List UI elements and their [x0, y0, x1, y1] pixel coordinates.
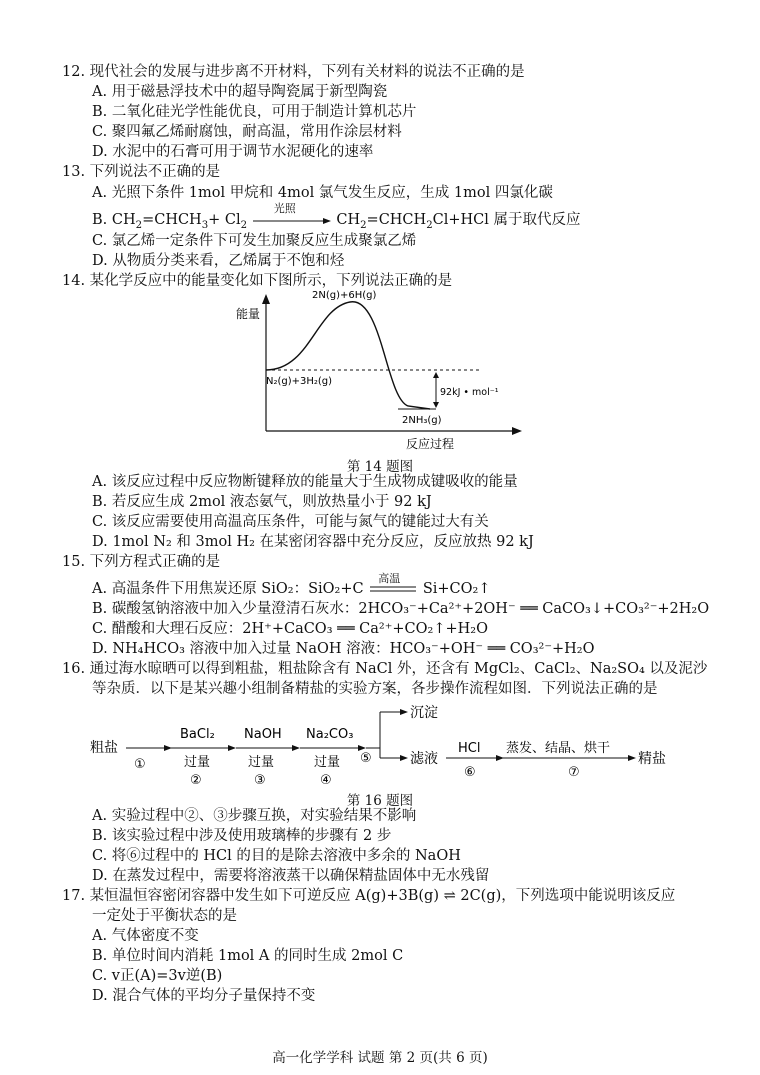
flow-start: 粗盐: [90, 740, 118, 756]
step-3: ③: [254, 773, 266, 784]
q14-option-c: C. 该反应需要使用高温高压条件，可能与氮气的键能过大有关: [92, 514, 489, 530]
x-axis-label: 反应过程: [406, 437, 455, 451]
q12-option-a: A. 用于磁悬浮技术中的超导陶瓷属于新型陶瓷: [92, 84, 388, 100]
q12-option-d: D. 水泥中的石膏可用于调节水泥硬化的速率: [92, 144, 374, 160]
reagent-naoh: NaOH: [244, 727, 282, 742]
flow-chart: [84, 700, 704, 784]
q13-stem: 13. 下列说法不正确的是: [62, 164, 221, 180]
q12-stem: 12. 现代社会的发展与进步离不开材料，下列有关材料的说法不正确的是: [62, 64, 525, 80]
q17-option-b: B. 单位时间内消耗 1mol A 的同时生成 2mol C: [92, 948, 404, 964]
q14-option-b: B. 若反应生成 2mol 液态氨气，则放热量小于 92 kJ: [92, 494, 432, 510]
evaporate-step: 蒸发、结晶、烘干: [506, 741, 611, 756]
light-arrow: 光照: [252, 213, 332, 227]
product-label: 2NH₃(g): [402, 415, 442, 426]
energy-diagram: [230, 288, 530, 452]
step-5: ⑤: [360, 751, 372, 766]
q12-option-b: B. 二氧化硅光学性能优良，可用于制造计算机芯片: [92, 104, 417, 120]
q17-stem-line2: 一定处于平衡状态的是: [92, 908, 237, 924]
q14-option-d: D. 1mol N₂ 和 3mol H₂ 在某密闭容器中充分反应，反应放热 92 kJ: [92, 534, 534, 550]
step-2: ②: [190, 773, 202, 784]
high-temp-condition: 高温: [378, 572, 401, 585]
q15-option-a: A. 高温条件下用焦炭还原 SiO₂：SiO₂+C 高温 Si+CO₂↑: [92, 572, 491, 597]
delta-h-label: 92kJ • mol⁻¹: [440, 387, 499, 398]
step-1: ①: [134, 757, 146, 772]
reactant-label: N₂(g)+3H₂(g): [266, 376, 333, 387]
page-footer: 高一化学学科 试题 第 2 页(共 6 页): [272, 1050, 488, 1066]
q16-option-d: D. 在蒸发过程中，需要将溶液蒸干以确保精盐固体中无水残留: [92, 868, 490, 884]
q15-stem: 15. 下列方程式正确的是: [62, 554, 221, 570]
q12-option-c: C. 聚四氟乙烯耐腐蚀，耐高温，常用作涂层材料: [92, 124, 402, 140]
step-4: ④: [320, 773, 332, 784]
precipitate: 沉淀: [410, 705, 438, 721]
q13-option-d: D. 从物质分类来看，乙烯属于不饱和烃: [92, 253, 345, 269]
step-7: ⑦: [568, 765, 580, 780]
reagent-bacl2: BaCl₂: [180, 727, 215, 742]
flow-end: 精盐: [638, 751, 666, 767]
q16-option-a: A. 实验过程中②、③步骤互换，对实验结果不影响: [92, 808, 417, 824]
excess-2: 过量: [184, 755, 211, 770]
q16-stem-line2: 等杂质．以下是某兴趣小组制备精盐的实验方案，各步操作流程如图．下列说法正确的是: [92, 681, 658, 697]
q15-option-b: B. 碳酸氢钠溶液中加入少量澄清石灰水：2HCO₃⁻+Ca²⁺+2OH⁻ ══ CaCO₃↓+CO₃²⁻+2H₂O: [92, 601, 710, 617]
q13-option-c: C. 氯乙烯一定条件下可发生加聚反应生成聚氯乙烯: [92, 233, 417, 249]
q17-option-c: C. v正(A)=3v逆(B): [92, 968, 223, 984]
q14-option-a: A. 该反应过程中反应物断键释放的能量大于生成物成键吸收的能量: [92, 474, 518, 490]
top-label: 2N(g)+6H(g): [312, 290, 377, 301]
q15-option-d: D. NH₄HCO₃ 溶液中加入过量 NaOH 溶液：HCO₃⁻+OH⁻ ══ CO₃²⁻+H₂O: [92, 641, 595, 657]
step-6: ⑥: [464, 765, 476, 780]
reagent-hcl: HCl: [458, 741, 481, 756]
q17-option-d: D. 混合气体的平均分子量保持不变: [92, 988, 316, 1004]
filtrate: 滤液: [410, 751, 438, 767]
q16-caption: 第 16 题图: [346, 793, 414, 809]
q17-stem-line1: 17. 某恒温恒容密闭容器中发生如下可逆反应 A(g)+3B(g) ⇌ 2C(g)，下列选项中能说明该反应: [62, 888, 676, 904]
excess-3: 过量: [248, 755, 275, 770]
q14-stem: 14. 某化学反应中的能量变化如下图所示，下列说法正确的是: [62, 273, 453, 289]
excess-4: 过量: [314, 755, 341, 770]
q13-option-a: A. 光照下条件 1mol 甲烷和 4mol 氯气发生反应，生成 1mol 四氯化碳: [92, 185, 553, 201]
q13-option-b: B. $CH_2=CHCH_3+ Cl_2$ 光照 $CH_2=CHCH_2Cl+HCl$ 属于取代反应: [92, 202, 581, 231]
y-axis-label: 能量: [236, 307, 261, 321]
q17-option-a: A. 气体密度不变: [92, 928, 199, 944]
q16-option-c: C. 将⑥过程中的 HCl 的目的是除去溶液中多余的 NaOH: [92, 848, 461, 864]
q16-stem-line1: 16. 通过海水晾晒可以得到粗盐，粗盐除含有 NaCl 外，还含有 MgCl₂、CaCl₂、Na₂SO₄ 以及泥沙: [62, 661, 708, 677]
q15-option-c: C. 醋酸和大理石反应：2H⁺+CaCO₃ ══ Ca²⁺+CO₂↑+H₂O: [92, 621, 488, 637]
reagent-na2co3: Na₂CO₃: [306, 727, 354, 742]
q16-option-b: B. 该实验过程中涉及使用玻璃棒的步骤有 2 步: [92, 828, 392, 844]
q14-caption: 第 14 题图: [346, 459, 414, 475]
